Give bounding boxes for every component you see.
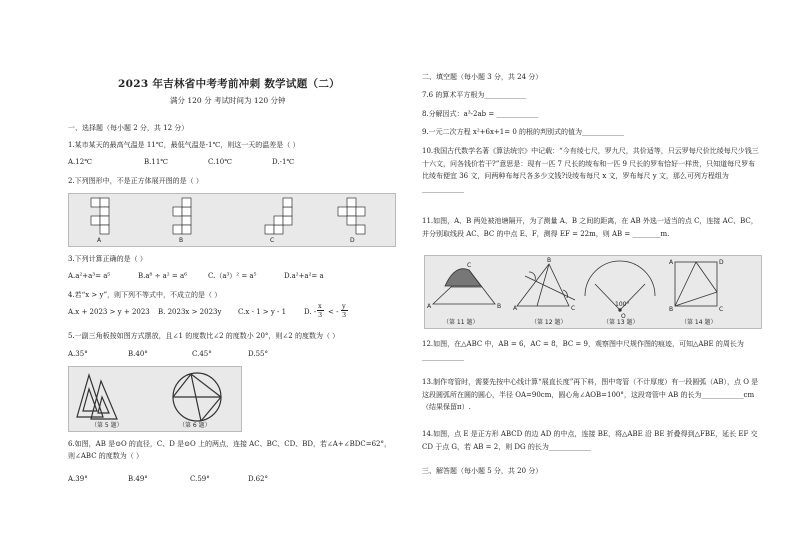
q3-stem: 3.下列计算正确的是（ ） [68, 255, 147, 263]
svg-text:C: C [571, 305, 576, 312]
q2-label-d: D [350, 237, 355, 244]
svg-text:100°: 100° [615, 301, 630, 308]
fig14-caption: （第 14 题） [681, 319, 717, 326]
q1-option-a: A.12℃ [68, 158, 93, 166]
svg-text:A: A [427, 303, 432, 310]
section-1-heading: 一、选择题（每小题 2 分，共 12 分） [68, 124, 189, 132]
svg-text:C: C [719, 306, 724, 313]
q3-option-d: D.a²+a²= a [284, 272, 324, 280]
q11-14-figures [424, 255, 762, 329]
q2-figure [68, 193, 396, 247]
q4-option-d-mid: < - [328, 308, 339, 316]
svg-text:B: B [497, 303, 502, 310]
q6-stem: 6.如图，AB 是⊙O 的直径，C、D 是⊙O 上的两点，连接 AC、BC、CD、BD，若∠A+∠BDC=62°，则∠ABC 的度数为（ ） [68, 440, 391, 460]
q4-d-denominator-1: 3 [318, 311, 323, 319]
q2-label-a: A [97, 237, 102, 244]
q9: 9.一元二次方程 x²+6x+1= 0 的根的判别式的值为____________ [422, 128, 625, 136]
section-3-heading: 三、解答题（每小题 5 分，共 20 分） [422, 467, 543, 475]
q7: 7.6 的算术平方根为____________ [422, 91, 527, 99]
fig6-caption: （第 6 题） [179, 422, 211, 429]
svg-text:B: B [669, 306, 674, 313]
left-column [66, 0, 394, 560]
q5-option-b: B.40° [128, 350, 148, 358]
svg-text:C: C [467, 262, 472, 269]
section-2-heading: 二、填空题（每小题 3 分，共 24 分） [422, 73, 543, 81]
svg-text:O: O [621, 313, 626, 320]
q2-label-c: C [270, 237, 275, 244]
q6-option-d: D.62° [248, 475, 268, 483]
svg-text:D: D [719, 259, 724, 266]
q10: 10.我国古代数学名著《算法统宗》中记载：“今有绫七尺，罗九尺，共价适等，只云罗每尺价比绫每尺少钱三十六文，问各钱价若干?”意思是：现有一匹 7 尺长的绫布和一匹 9 尺长的罗布恰好一样贵，只知道每尺罗布比绫布便宜 36 文，问两种布每尺各多少文钱?设绫布每尺 x 文，罗布每尺 y 文，那么可列方程组为____________ [422, 147, 759, 193]
q6-option-c: C.59° [190, 475, 210, 483]
fig11-caption: （第 11 题） [443, 319, 479, 326]
q2-label-b: B [179, 237, 184, 244]
q12: 12.如图，在△ABC 中，AB = 6，AC = 8，BC = 9，观察图中尺规作图的痕迹，可知△ABE 的周长为____________ [422, 340, 744, 361]
q1-stem: 1.某市某天的最高气温是 11℃，最低气温是-1℃，则这一天的温差是（ ） [68, 141, 300, 149]
q6-option-b: B.49° [128, 475, 148, 483]
q2-stem: 2.下列图形中，不是正方体展开图的是（ ） [68, 177, 203, 185]
q5-stem: 5.一副三角板按如图方式摆放，且∠1 的度数比∠2 的度数小 20°，则∠2 的度数为（ ） [68, 332, 340, 340]
q6-option-a: A.39° [68, 475, 88, 483]
q1-option-b: B.11℃ [144, 158, 169, 166]
q4-stem: 4.若“x > y”，则下列不等式中，不成立的是（ ） [68, 291, 222, 299]
q1-option-d: D.-1℃ [272, 158, 295, 166]
q14: 14.如图，点 E 是正方形 ABCD 的边 AD 的中点，连接 BE，将△ABE 沿 BE 折叠得到△FBE，延长 EF 交 CD 于点 G，若 AB = 2，则 DG 的长为____________ [422, 430, 758, 451]
q13: 13.制作弯管时，需要先按中心线计算“展直长度”再下料，图中弯管（不计厚度）有一段圆弧（AB），点 O 是这段圆弧所在圆的圆心，半径 OA=90cm，圆心角∠AOB=100°，这段弯管中 AB 的长为____________cm（结果保留π）. [422, 378, 759, 411]
q4-option-a: A.x + 2023 > y + 2023 [68, 308, 150, 316]
q3-option-b: B.a⁸ ÷ a² = a⁶ [138, 272, 187, 280]
q11: 11.如图，A、B 两处被池塘隔开，为了测量 A、B 之间的距离，在 AB 外选一适当的点 C，连接 AC、BC，并分别取线段 AC、BC 的中点 E、F，测得 EF = 22m，则 AB = ________m. [422, 217, 758, 238]
q5-option-c: C.45° [192, 350, 212, 358]
q5-option-a: A.35° [68, 350, 88, 358]
svg-text:A: A [513, 305, 518, 312]
q4-d-numerator-1: x [318, 302, 322, 310]
page-subtitle: 满分 120 分 考试时间为 120 分钟 [170, 96, 286, 105]
cube-nets-diagram [69, 194, 395, 246]
q5-q6-figure [68, 366, 242, 432]
page-title: 2023 年吉林省中考考前冲刺 数学试题（二） [118, 78, 340, 90]
q3-option-c: C.（a³）² = a⁵ [208, 272, 257, 280]
q4-option-d-prefix: D. - [304, 308, 317, 316]
q4-d-numerator-2: y [342, 302, 346, 310]
q3-option-a: A.a²+a³= a⁵ [68, 272, 111, 280]
svg-text:A: A [669, 259, 674, 266]
fig13-caption: （第 13 题） [603, 319, 639, 326]
q4-option-c: C.x - 1 > y - 1 [238, 308, 287, 316]
q1-option-c: C.10℃ [208, 158, 233, 166]
svg-text:B: B [547, 257, 552, 264]
right-column [420, 0, 760, 560]
q8: 8.分解因式：a³-2ab = ____________ [422, 110, 539, 118]
q5-option-d: D.55° [248, 350, 268, 358]
q4-option-b: B. 2023x > 2023y [158, 308, 222, 316]
fig12-caption: （第 12 题） [531, 319, 567, 326]
q4-d-denominator-2: 3 [342, 311, 347, 319]
fig5-caption: （第 5 题） [91, 422, 123, 429]
